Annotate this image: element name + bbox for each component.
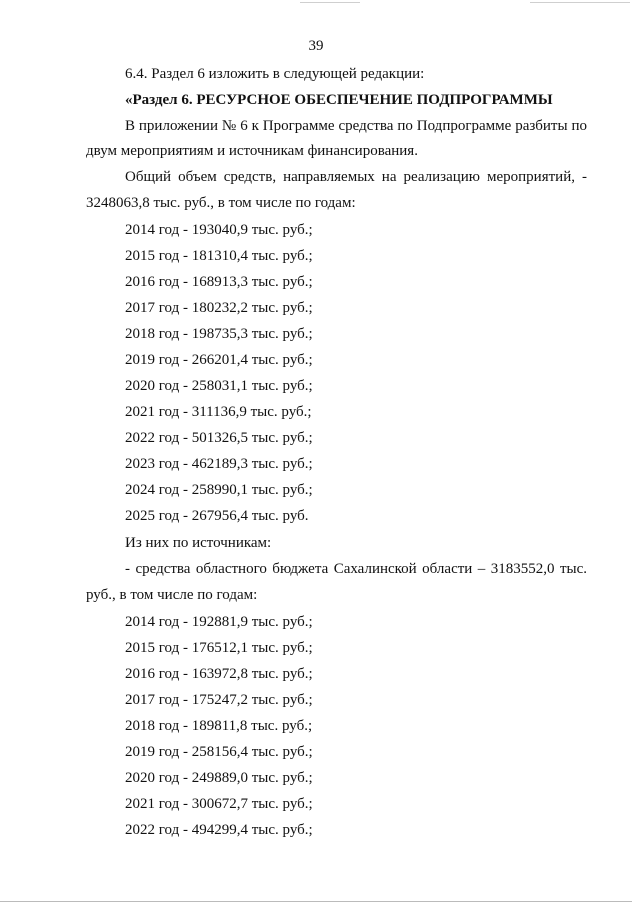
list-item: 2019 год - 258156,4 тыс. руб.; [125,744,313,760]
list-item: 2015 год - 176512,1 тыс. руб.; [125,640,313,656]
page-number: 39 [308,38,324,54]
list-item: 2019 год - 266201,4 тыс. руб.; [125,352,313,368]
list-item: 2020 год - 249889,0 тыс. руб.; [125,770,313,786]
list-item: 2021 год - 300672,7 тыс. руб.; [125,796,313,812]
list-item: 2018 год - 189811,8 тыс. руб.; [125,718,313,734]
scan-edge-bottom [0,901,632,902]
list-item: 2021 год - 311136,9 тыс. руб.; [125,404,312,420]
regional-line-1: - средства областного бюджета Сахалинской области – 3183552,0 тыс. [125,561,587,577]
list-item: 2023 год - 462189,3 тыс. руб.; [125,456,313,472]
paragraph-2-line-1: Общий объем средств, направляемых на реализацию мероприятий, - [125,169,587,185]
list-item: 2025 год - 267956,4 тыс. руб. [125,508,309,524]
list-item: 2017 год - 180232,2 тыс. руб.; [125,300,313,316]
list-item: 2020 год - 258031,1 тыс. руб.; [125,378,313,394]
paragraph-2-line-2: 3248063,8 тыс. руб., в том числе по годам: [86,195,356,211]
sources-intro: Из них по источникам: [125,535,272,551]
lead-line: 6.4. Раздел 6 изложить в следующей редакции: [125,66,425,82]
regional-line-2: руб., в том числе по годам: [86,587,258,603]
list-item: 2014 год - 192881,9 тыс. руб.; [125,614,313,630]
scan-edge-top [530,2,630,3]
list-item: 2016 год - 168913,3 тыс. руб.; [125,274,313,290]
list-item: 2024 год - 258990,1 тыс. руб.; [125,482,313,498]
list-item: 2017 год - 175247,2 тыс. руб.; [125,692,313,708]
list-item: 2015 год - 181310,4 тыс. руб.; [125,248,313,264]
list-item: 2014 год - 193040,9 тыс. руб.; [125,222,313,238]
list-item: 2022 год - 501326,5 тыс. руб.; [125,430,313,446]
paragraph-1-line-2: двум мероприятиям и источникам финансирования. [86,143,418,159]
list-item: 2016 год - 163972,8 тыс. руб.; [125,666,313,682]
section-heading: «Раздел 6. РЕСУРСНОЕ ОБЕСПЕЧЕНИЕ ПОДПРОГРАММЫ [125,92,553,108]
list-item: 2022 год - 494299,4 тыс. руб.; [125,822,313,838]
scan-edge-top [300,2,360,3]
list-item: 2018 год - 198735,3 тыс. руб.; [125,326,313,342]
paragraph-1-line-1: В приложении № 6 к Программе средства по Подпрограмме разбиты по [125,118,587,134]
